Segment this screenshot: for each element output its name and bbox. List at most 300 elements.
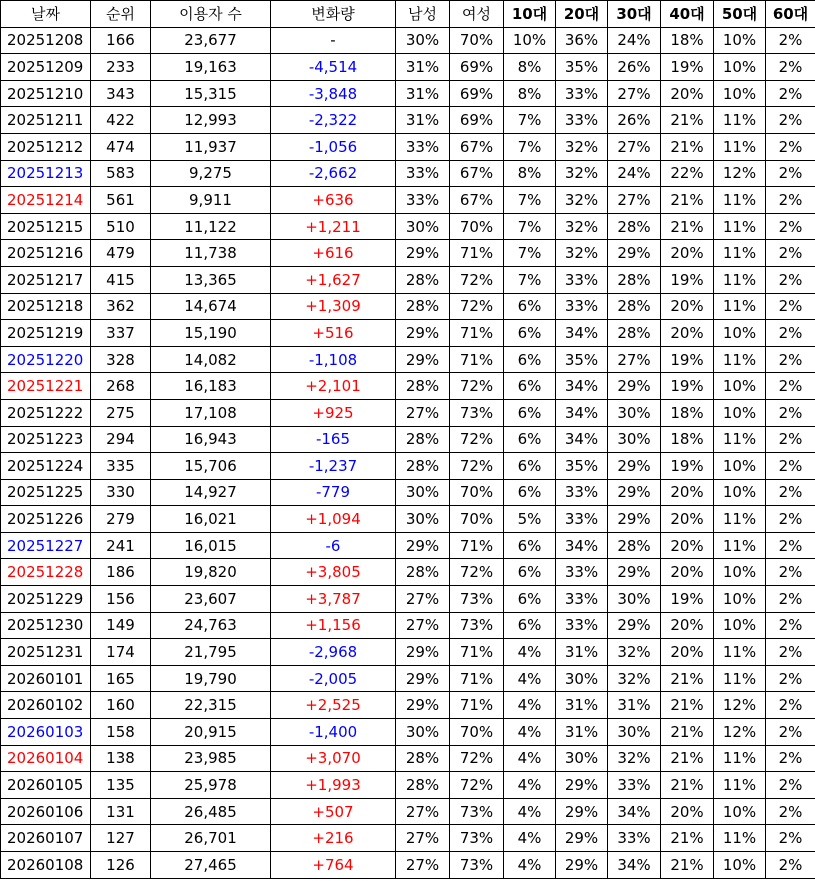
female-pct-cell: 73% xyxy=(450,612,504,639)
users-cell: 11,738 xyxy=(151,240,271,267)
date-cell: 20260107 xyxy=(1,825,91,852)
age-20s-cell: 34% xyxy=(556,399,608,426)
age-40s-cell: 18% xyxy=(661,426,714,453)
age-30s-cell: 24% xyxy=(608,160,661,187)
users-cell: 13,365 xyxy=(151,266,271,293)
table-row xyxy=(1,320,815,347)
age-10s-cell: 8% xyxy=(504,80,556,107)
male-pct-cell: 27% xyxy=(396,798,450,825)
change-cell: -1,237 xyxy=(271,453,396,480)
change-cell: +1,094 xyxy=(271,506,396,533)
age-60s-cell: 2% xyxy=(766,266,815,293)
rank-cell: 479 xyxy=(91,240,151,267)
date-cell: 20251210 xyxy=(1,80,91,107)
table-row xyxy=(1,852,815,879)
age-50s-cell: 12% xyxy=(714,160,766,187)
age-20s-cell: 35% xyxy=(556,346,608,373)
date-cell: 20251208 xyxy=(1,27,91,54)
age-10s-cell: 10% xyxy=(504,27,556,54)
age-30s-cell: 32% xyxy=(608,639,661,666)
age-30s-cell: 34% xyxy=(608,852,661,879)
age-20s-cell: 34% xyxy=(556,426,608,453)
change-cell: - xyxy=(271,27,396,54)
change-cell: -6 xyxy=(271,532,396,559)
age-10s-cell: 5% xyxy=(504,506,556,533)
age-20s-cell: 29% xyxy=(556,852,608,879)
age-30s-cell: 27% xyxy=(608,80,661,107)
table-row xyxy=(1,586,815,613)
age-40s-cell: 20% xyxy=(661,240,714,267)
date-cell: 20260106 xyxy=(1,798,91,825)
header-date: 날짜 xyxy=(1,1,91,28)
users-cell: 26,701 xyxy=(151,825,271,852)
age-30s-cell: 24% xyxy=(608,27,661,54)
female-pct-cell: 70% xyxy=(450,719,504,746)
age-50s-cell: 10% xyxy=(714,54,766,81)
table-row xyxy=(1,54,815,81)
male-pct-cell: 29% xyxy=(396,532,450,559)
table-row xyxy=(1,719,815,746)
age-60s-cell: 2% xyxy=(766,187,815,214)
table-body xyxy=(1,27,815,878)
age-40s-cell: 21% xyxy=(661,692,714,719)
table-row xyxy=(1,266,815,293)
date-cell: 20260103 xyxy=(1,719,91,746)
date-cell: 20251216 xyxy=(1,240,91,267)
age-30s-cell: 30% xyxy=(608,426,661,453)
rank-cell: 135 xyxy=(91,772,151,799)
age-10s-cell: 6% xyxy=(504,612,556,639)
users-cell: 22,315 xyxy=(151,692,271,719)
age-40s-cell: 21% xyxy=(661,665,714,692)
age-40s-cell: 19% xyxy=(661,373,714,400)
date-cell: 20260102 xyxy=(1,692,91,719)
female-pct-cell: 72% xyxy=(450,426,504,453)
age-10s-cell: 4% xyxy=(504,639,556,666)
table-row xyxy=(1,745,815,772)
age-60s-cell: 2% xyxy=(766,107,815,134)
age-30s-cell: 27% xyxy=(608,133,661,160)
rank-cell: 279 xyxy=(91,506,151,533)
change-cell: +2,525 xyxy=(271,692,396,719)
female-pct-cell: 70% xyxy=(450,27,504,54)
header-age-30s: 30대 xyxy=(608,1,661,28)
female-pct-cell: 73% xyxy=(450,399,504,426)
age-40s-cell: 20% xyxy=(661,506,714,533)
age-50s-cell: 12% xyxy=(714,692,766,719)
rank-cell: 561 xyxy=(91,187,151,214)
female-pct-cell: 73% xyxy=(450,852,504,879)
age-20s-cell: 33% xyxy=(556,479,608,506)
rank-cell: 294 xyxy=(91,426,151,453)
male-pct-cell: 30% xyxy=(396,719,450,746)
male-pct-cell: 27% xyxy=(396,612,450,639)
age-60s-cell: 2% xyxy=(766,80,815,107)
rank-cell: 174 xyxy=(91,639,151,666)
table-row xyxy=(1,453,815,480)
age-20s-cell: 32% xyxy=(556,240,608,267)
header-age-40s: 40대 xyxy=(661,1,714,28)
male-pct-cell: 27% xyxy=(396,586,450,613)
age-20s-cell: 30% xyxy=(556,745,608,772)
age-50s-cell: 11% xyxy=(714,346,766,373)
users-cell: 16,943 xyxy=(151,426,271,453)
female-pct-cell: 67% xyxy=(450,187,504,214)
age-50s-cell: 11% xyxy=(714,665,766,692)
age-30s-cell: 29% xyxy=(608,479,661,506)
female-pct-cell: 69% xyxy=(450,107,504,134)
table-row xyxy=(1,692,815,719)
users-cell: 15,190 xyxy=(151,320,271,347)
male-pct-cell: 33% xyxy=(396,133,450,160)
age-30s-cell: 30% xyxy=(608,399,661,426)
age-50s-cell: 10% xyxy=(714,453,766,480)
age-10s-cell: 6% xyxy=(504,532,556,559)
male-pct-cell: 28% xyxy=(396,373,450,400)
table-row xyxy=(1,373,815,400)
female-pct-cell: 73% xyxy=(450,798,504,825)
age-60s-cell: 2% xyxy=(766,399,815,426)
age-40s-cell: 19% xyxy=(661,54,714,81)
age-30s-cell: 30% xyxy=(608,719,661,746)
age-20s-cell: 36% xyxy=(556,27,608,54)
rank-cell: 335 xyxy=(91,453,151,480)
age-40s-cell: 19% xyxy=(661,346,714,373)
change-cell: -4,514 xyxy=(271,54,396,81)
users-cell: 17,108 xyxy=(151,399,271,426)
age-10s-cell: 6% xyxy=(504,320,556,347)
table-row xyxy=(1,346,815,373)
table-row xyxy=(1,559,815,586)
male-pct-cell: 27% xyxy=(396,852,450,879)
age-60s-cell: 2% xyxy=(766,639,815,666)
table-row xyxy=(1,772,815,799)
rank-cell: 186 xyxy=(91,559,151,586)
users-cell: 24,763 xyxy=(151,612,271,639)
rank-cell: 166 xyxy=(91,27,151,54)
change-cell: +1,211 xyxy=(271,213,396,240)
age-10s-cell: 6% xyxy=(504,479,556,506)
date-cell: 20251225 xyxy=(1,479,91,506)
age-40s-cell: 21% xyxy=(661,107,714,134)
age-20s-cell: 35% xyxy=(556,54,608,81)
male-pct-cell: 27% xyxy=(396,825,450,852)
rank-cell: 328 xyxy=(91,346,151,373)
age-50s-cell: 12% xyxy=(714,719,766,746)
age-60s-cell: 2% xyxy=(766,772,815,799)
female-pct-cell: 70% xyxy=(450,479,504,506)
age-60s-cell: 2% xyxy=(766,719,815,746)
age-60s-cell: 2% xyxy=(766,27,815,54)
age-10s-cell: 4% xyxy=(504,852,556,879)
age-40s-cell: 20% xyxy=(661,320,714,347)
header-users: 이용자 수 xyxy=(151,1,271,28)
age-60s-cell: 2% xyxy=(766,54,815,81)
male-pct-cell: 29% xyxy=(396,692,450,719)
age-10s-cell: 6% xyxy=(504,426,556,453)
users-cell: 20,915 xyxy=(151,719,271,746)
age-60s-cell: 2% xyxy=(766,160,815,187)
age-30s-cell: 29% xyxy=(608,240,661,267)
age-60s-cell: 2% xyxy=(766,586,815,613)
female-pct-cell: 67% xyxy=(450,133,504,160)
change-cell: +616 xyxy=(271,240,396,267)
date-cell: 20251229 xyxy=(1,586,91,613)
age-50s-cell: 10% xyxy=(714,852,766,879)
age-50s-cell: 10% xyxy=(714,612,766,639)
rank-cell: 165 xyxy=(91,665,151,692)
age-30s-cell: 28% xyxy=(608,266,661,293)
age-10s-cell: 6% xyxy=(504,293,556,320)
age-50s-cell: 10% xyxy=(714,798,766,825)
change-cell: -1,056 xyxy=(271,133,396,160)
age-10s-cell: 8% xyxy=(504,54,556,81)
age-50s-cell: 11% xyxy=(714,266,766,293)
age-50s-cell: 10% xyxy=(714,479,766,506)
date-cell: 20251213 xyxy=(1,160,91,187)
age-20s-cell: 33% xyxy=(556,293,608,320)
age-30s-cell: 28% xyxy=(608,320,661,347)
users-cell: 16,015 xyxy=(151,532,271,559)
male-pct-cell: 29% xyxy=(396,639,450,666)
age-20s-cell: 31% xyxy=(556,692,608,719)
age-10s-cell: 7% xyxy=(504,266,556,293)
change-cell: -1,108 xyxy=(271,346,396,373)
date-cell: 20260108 xyxy=(1,852,91,879)
age-40s-cell: 21% xyxy=(661,213,714,240)
age-60s-cell: 2% xyxy=(766,825,815,852)
age-10s-cell: 6% xyxy=(504,453,556,480)
age-40s-cell: 20% xyxy=(661,80,714,107)
age-30s-cell: 26% xyxy=(608,54,661,81)
users-cell: 14,674 xyxy=(151,293,271,320)
age-20s-cell: 29% xyxy=(556,772,608,799)
female-pct-cell: 71% xyxy=(450,320,504,347)
age-40s-cell: 21% xyxy=(661,745,714,772)
male-pct-cell: 28% xyxy=(396,426,450,453)
age-20s-cell: 31% xyxy=(556,639,608,666)
change-cell: -779 xyxy=(271,479,396,506)
age-50s-cell: 10% xyxy=(714,586,766,613)
age-60s-cell: 2% xyxy=(766,240,815,267)
users-cell: 11,937 xyxy=(151,133,271,160)
age-20s-cell: 33% xyxy=(556,107,608,134)
age-50s-cell: 10% xyxy=(714,320,766,347)
age-10s-cell: 4% xyxy=(504,692,556,719)
change-cell: +925 xyxy=(271,399,396,426)
female-pct-cell: 72% xyxy=(450,266,504,293)
date-cell: 20251215 xyxy=(1,213,91,240)
table-row xyxy=(1,639,815,666)
date-cell: 20251212 xyxy=(1,133,91,160)
table-row xyxy=(1,665,815,692)
female-pct-cell: 72% xyxy=(450,772,504,799)
table-row xyxy=(1,532,815,559)
age-40s-cell: 22% xyxy=(661,160,714,187)
rank-cell: 510 xyxy=(91,213,151,240)
table-row xyxy=(1,506,815,533)
header-age-60s: 60대 xyxy=(766,1,815,28)
age-10s-cell: 4% xyxy=(504,825,556,852)
users-cell: 25,978 xyxy=(151,772,271,799)
female-pct-cell: 67% xyxy=(450,160,504,187)
age-30s-cell: 29% xyxy=(608,559,661,586)
age-20s-cell: 35% xyxy=(556,453,608,480)
table-row xyxy=(1,213,815,240)
users-cell: 15,315 xyxy=(151,80,271,107)
age-40s-cell: 20% xyxy=(661,293,714,320)
date-cell: 20251228 xyxy=(1,559,91,586)
age-10s-cell: 6% xyxy=(504,586,556,613)
age-50s-cell: 11% xyxy=(714,293,766,320)
age-40s-cell: 21% xyxy=(661,187,714,214)
male-pct-cell: 30% xyxy=(396,479,450,506)
female-pct-cell: 73% xyxy=(450,586,504,613)
rank-cell: 158 xyxy=(91,719,151,746)
age-10s-cell: 7% xyxy=(504,213,556,240)
age-10s-cell: 6% xyxy=(504,399,556,426)
age-10s-cell: 4% xyxy=(504,798,556,825)
age-20s-cell: 34% xyxy=(556,532,608,559)
female-pct-cell: 71% xyxy=(450,692,504,719)
age-60s-cell: 2% xyxy=(766,798,815,825)
female-pct-cell: 73% xyxy=(450,825,504,852)
female-pct-cell: 72% xyxy=(450,745,504,772)
age-40s-cell: 20% xyxy=(661,479,714,506)
age-50s-cell: 11% xyxy=(714,213,766,240)
rank-cell: 275 xyxy=(91,399,151,426)
date-cell: 20251209 xyxy=(1,54,91,81)
age-20s-cell: 33% xyxy=(556,80,608,107)
table-row xyxy=(1,399,815,426)
users-cell: 23,677 xyxy=(151,27,271,54)
age-60s-cell: 2% xyxy=(766,133,815,160)
age-60s-cell: 2% xyxy=(766,506,815,533)
age-20s-cell: 29% xyxy=(556,825,608,852)
change-cell: +516 xyxy=(271,320,396,347)
table-row xyxy=(1,293,815,320)
age-20s-cell: 32% xyxy=(556,133,608,160)
rank-cell: 138 xyxy=(91,745,151,772)
change-cell: +1,993 xyxy=(271,772,396,799)
age-60s-cell: 2% xyxy=(766,612,815,639)
header-rank: 순위 xyxy=(91,1,151,28)
rank-cell: 131 xyxy=(91,798,151,825)
rank-cell: 422 xyxy=(91,107,151,134)
date-cell: 20251227 xyxy=(1,532,91,559)
table-row xyxy=(1,107,815,134)
male-pct-cell: 28% xyxy=(396,293,450,320)
age-30s-cell: 29% xyxy=(608,453,661,480)
change-cell: +3,070 xyxy=(271,745,396,772)
male-pct-cell: 31% xyxy=(396,80,450,107)
date-cell: 20260101 xyxy=(1,665,91,692)
date-cell: 20251224 xyxy=(1,453,91,480)
header-change: 변화량 xyxy=(271,1,396,28)
male-pct-cell: 27% xyxy=(396,399,450,426)
age-60s-cell: 2% xyxy=(766,479,815,506)
header-age-10s: 10대 xyxy=(504,1,556,28)
users-cell: 23,985 xyxy=(151,745,271,772)
age-20s-cell: 33% xyxy=(556,266,608,293)
age-10s-cell: 4% xyxy=(504,772,556,799)
female-pct-cell: 71% xyxy=(450,240,504,267)
users-cell: 19,790 xyxy=(151,665,271,692)
date-cell: 20251218 xyxy=(1,293,91,320)
users-cell: 14,082 xyxy=(151,346,271,373)
age-40s-cell: 20% xyxy=(661,798,714,825)
age-60s-cell: 2% xyxy=(766,213,815,240)
age-40s-cell: 19% xyxy=(661,586,714,613)
age-40s-cell: 20% xyxy=(661,532,714,559)
male-pct-cell: 29% xyxy=(396,665,450,692)
change-cell: -2,662 xyxy=(271,160,396,187)
age-40s-cell: 21% xyxy=(661,852,714,879)
rank-cell: 149 xyxy=(91,612,151,639)
table-row xyxy=(1,240,815,267)
age-30s-cell: 28% xyxy=(608,532,661,559)
age-60s-cell: 2% xyxy=(766,532,815,559)
age-50s-cell: 11% xyxy=(714,426,766,453)
female-pct-cell: 72% xyxy=(450,293,504,320)
age-30s-cell: 33% xyxy=(608,772,661,799)
age-10s-cell: 8% xyxy=(504,160,556,187)
age-60s-cell: 2% xyxy=(766,453,815,480)
header-female: 여성 xyxy=(450,1,504,28)
age-20s-cell: 34% xyxy=(556,373,608,400)
age-30s-cell: 33% xyxy=(608,825,661,852)
age-40s-cell: 20% xyxy=(661,639,714,666)
male-pct-cell: 28% xyxy=(396,453,450,480)
rank-cell: 362 xyxy=(91,293,151,320)
age-30s-cell: 30% xyxy=(608,586,661,613)
age-30s-cell: 32% xyxy=(608,665,661,692)
table-row xyxy=(1,479,815,506)
age-40s-cell: 19% xyxy=(661,453,714,480)
change-cell: -3,848 xyxy=(271,80,396,107)
male-pct-cell: 30% xyxy=(396,27,450,54)
age-50s-cell: 11% xyxy=(714,506,766,533)
age-10s-cell: 4% xyxy=(504,745,556,772)
change-cell: +1,309 xyxy=(271,293,396,320)
users-cell: 16,183 xyxy=(151,373,271,400)
date-cell: 20251211 xyxy=(1,107,91,134)
age-30s-cell: 27% xyxy=(608,346,661,373)
users-cell: 15,706 xyxy=(151,453,271,480)
age-50s-cell: 11% xyxy=(714,825,766,852)
date-cell: 20251214 xyxy=(1,187,91,214)
change-cell: -165 xyxy=(271,426,396,453)
change-cell: +1,627 xyxy=(271,266,396,293)
age-40s-cell: 21% xyxy=(661,825,714,852)
age-20s-cell: 32% xyxy=(556,213,608,240)
age-40s-cell: 18% xyxy=(661,27,714,54)
male-pct-cell: 31% xyxy=(396,54,450,81)
change-cell: +3,787 xyxy=(271,586,396,613)
change-cell: +507 xyxy=(271,798,396,825)
users-cell: 27,465 xyxy=(151,852,271,879)
age-50s-cell: 11% xyxy=(714,532,766,559)
users-cell: 12,993 xyxy=(151,107,271,134)
age-10s-cell: 7% xyxy=(504,107,556,134)
users-cell: 26,485 xyxy=(151,798,271,825)
age-60s-cell: 2% xyxy=(766,426,815,453)
male-pct-cell: 29% xyxy=(396,320,450,347)
change-cell: +216 xyxy=(271,825,396,852)
male-pct-cell: 33% xyxy=(396,160,450,187)
users-cell: 21,795 xyxy=(151,639,271,666)
header-row xyxy=(1,1,815,28)
